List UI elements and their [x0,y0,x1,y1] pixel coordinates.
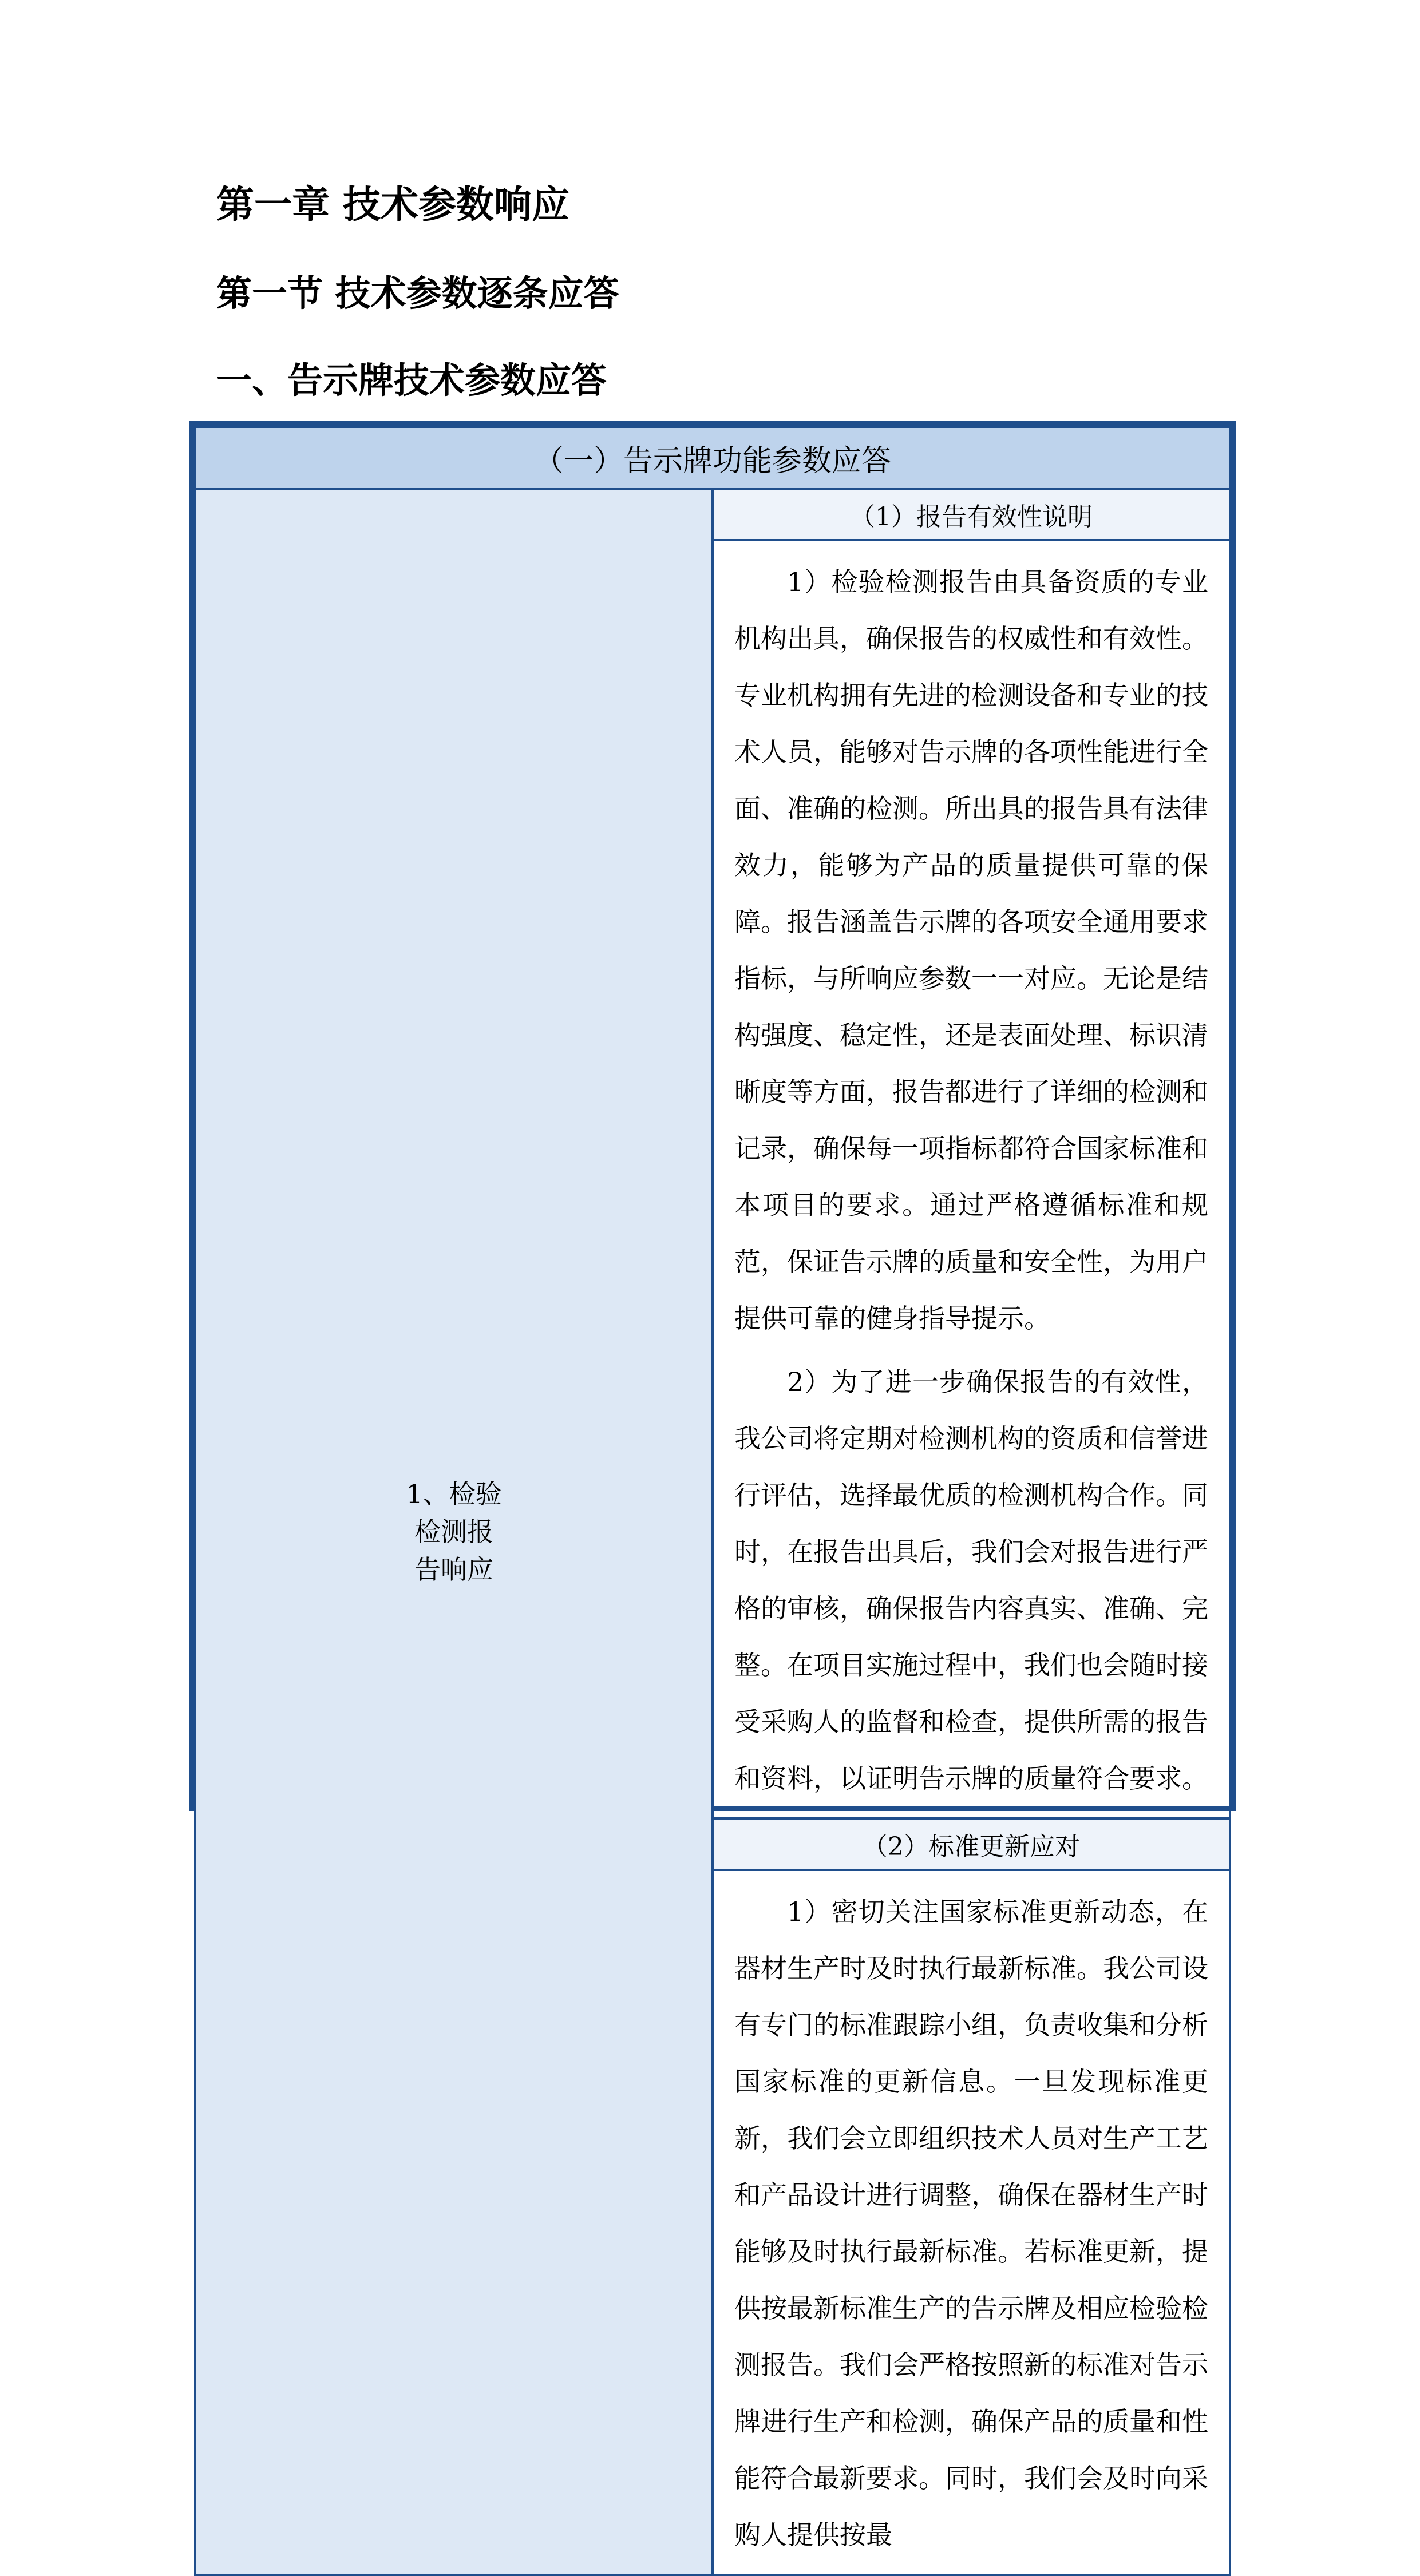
row-label-line: 1、检验 [406,1479,502,1509]
response-table [189,421,1236,2550]
subsection-heading: 一、告示牌技术参数应答 [216,359,607,401]
row-label-line: 检测报 [414,1516,493,1547]
chapter-heading: 第一章 技术参数响应 [216,183,569,227]
block-heading-report-validity: （1）报告有效性说明 [713,489,1230,540]
section-heading: 第一节 技术参数逐条应答 [216,272,619,314]
row-label [195,489,713,2575]
paragraph: 1）检验检测报告由具备资质的专业机构出具，确保报告的权威性和有效性。专业机构拥有先进的检测设备和专业的技术人员，能够对告示牌的各项性能进行全面、准确的检测。所出具的报告具有法律效力，能够为产品的质量提供可靠的保障。报告涵盖告示牌的各项安全通用要求指标，与所响应参数一一对应。无论是结构强度、稳定性，还是表面处理、标识清晰度等方面，报告都进行了详细的检测和记录，确保每一项指标都符合国家标准和本项目的要求。通过严格遵循标准和规范，保证告示牌的质量和安全性，为用户提供可靠的健身指导提示。 [734,566,1208,1334]
block-body-report-validity [713,540,1230,1818]
block-heading-standard-update: （2）标准更新应对 [713,1818,1230,1870]
table-title: （一）告示牌功能参数应答 [195,427,1230,489]
row-label-line: 告响应 [414,1554,493,1585]
paragraph: 1）密切关注国家标准更新动态，在器材生产时及时执行最新标准。我公司设有专门的标准跟踪小组，负责收集和分析国家标准的更新信息。一旦发现标准更新，我们会立即组织技术人员对生产工艺和产品设计进行调整，确保在器材生产时能够及时执行最新标准。若标准更新，提供按最新标准生产的告示牌及相应检验检测报告。我们会严格按照新的标准对告示牌进行生产和检测，确保产品的质量和性能符合最新要求。同时，我们会及时向采购人提供按最 [734,1896,1208,2550]
paragraph: 2）为了进一步确保报告的有效性，我公司将定期对检测机构的资质和信誉进行评估，选择最优质的检测机构合作。同时，在报告出具后，我们会对报告进行严格的审核，确保报告内容真实、准确、完整。在项目实施过程中，我们也会随时接受采购人的监督和检查，提供所需的报告和资料，以证明告示牌的质量符合要求。 [734,1366,1208,1794]
block-body-standard-update [713,1870,1230,2575]
